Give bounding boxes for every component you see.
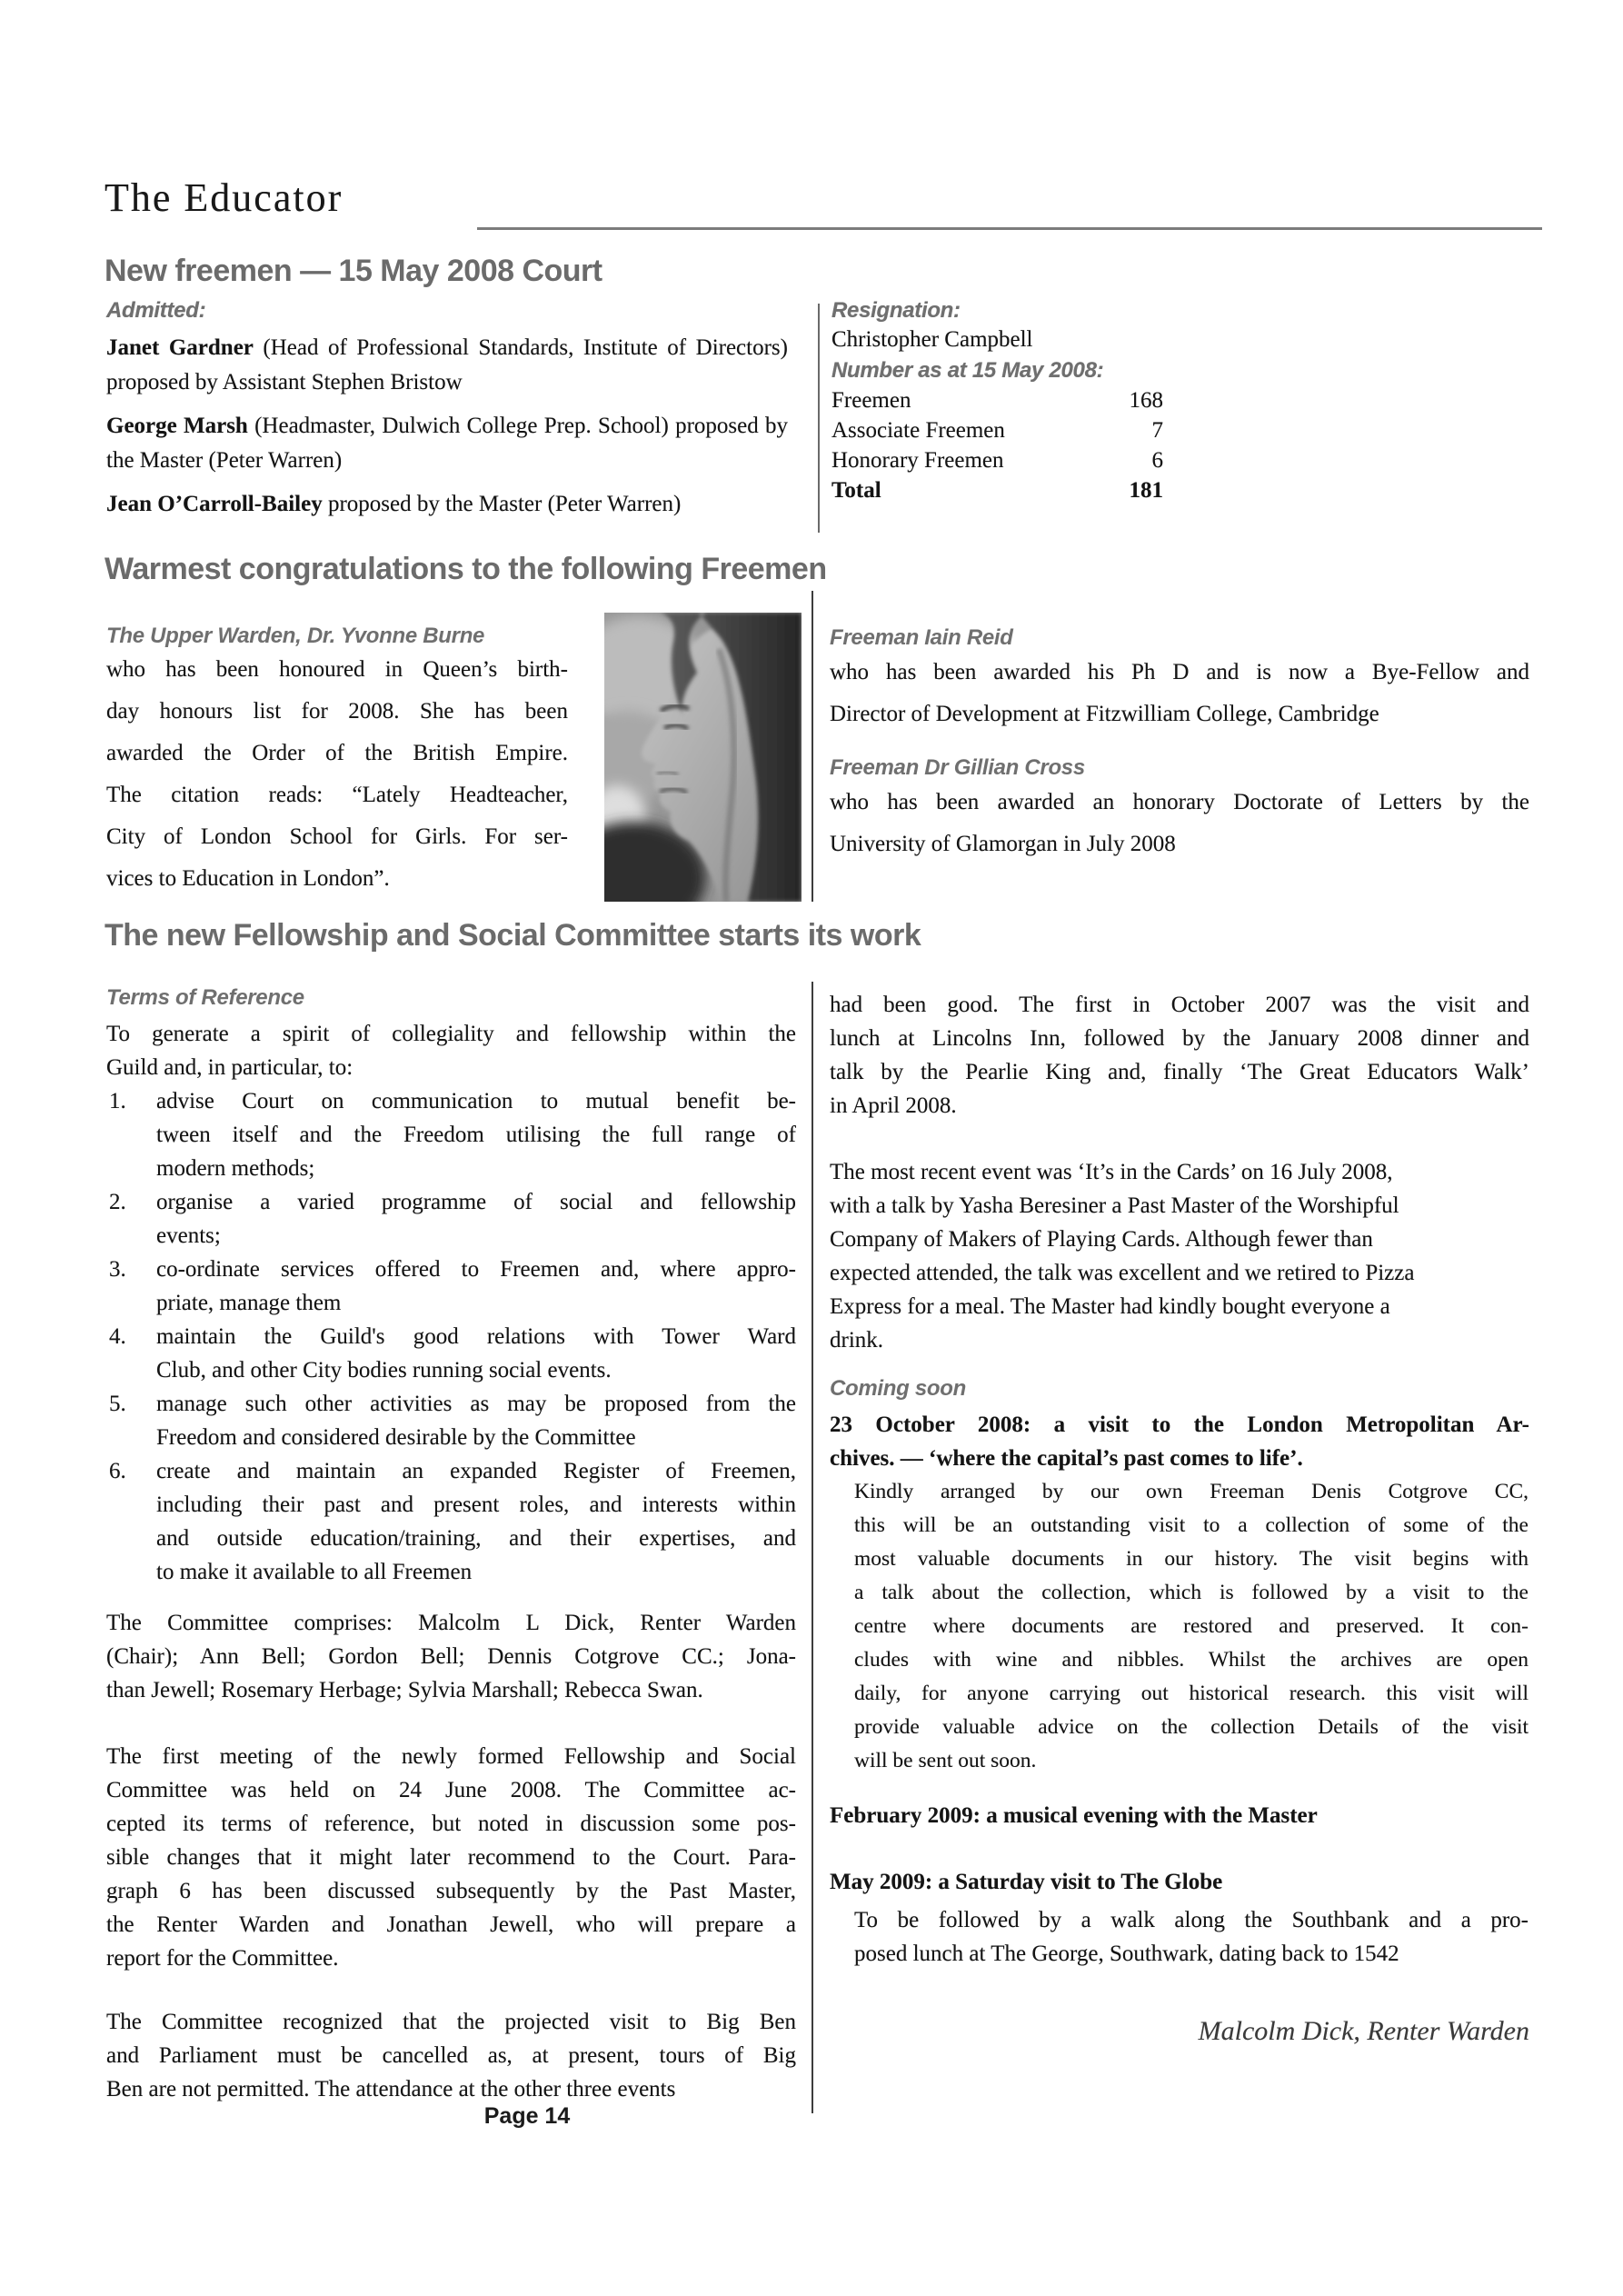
archives-visit-paragraph: Kindly arranged by our own Freeman Denis Cotgrove CC, this will be an outstanding visit to a collection of some of the most valuable documents in our history. The visit begins with a talk about the collection, which is followed by a visit to the centre where documents are restored and preserved. It con- cludes with wine and nibbles. Whilst the archives are open daily, for anyone carrying out historical research. this visit will provide valuable advice on the collection Details of the visit will be sent out soon.	[854, 1480, 1528, 1772]
october-event-heading: 23 October 2008: a visit to the London Metropolitan Ar- chives. — ‘where the capital’s past comes to life’.	[830, 1413, 1529, 1471]
upper-warden-paragraph: who has been honoured in Queen’s birth- day honours list for 2008. She has been awarded the Order of the British Empire. The citation reads: “Lately Headteacher, City of London School for Girls. For ser- vices to Education in London”.	[106, 657, 568, 891]
masthead-rule	[477, 227, 1542, 230]
terms-of-reference-label: Terms of Reference	[106, 985, 304, 1010]
committee-members-paragraph: The Committee comprises: Malcolm L Dick, Renter Warden (Chair); Ann Bell; Gordon Bell; Dennis Cotgrove CC.; Jona- than Jewell; Rosemary Herbage; Sylvia Marshall; Rebecca Swan.	[106, 1611, 796, 1702]
gillian-cross-label: Freeman Dr Gillian Cross	[830, 755, 1085, 780]
section-heading-fellowship: The new Fellowship and Social Committee starts its work	[105, 918, 921, 953]
february-event-line: February 2009: a musical evening with the Master	[830, 1803, 1318, 1828]
terms-numbered-list: 1. advise Court on communication to mutual benefit be- tween itself and the Freedom utilising the full range of modern methods; 2. organise a varied programme of social and fellowship events; 3. co-ordinate services offered to Freemen and, where appro- priate, manage them 4. maintain the Guild's good relations with Tower Ward Club, and other City bodies running social events. 5. manage such other activities as may be proposed from the Freedom and considered desirable by the Committee 6. create and maintain an expanded Register of Freemen, including their past and present roles, and interests within and outside education/training, and their expertises, and to make it available to all Freemen	[109, 1089, 796, 1584]
big-ben-paragraph: The Committee recognized that the projected visit to Big Ben and Parliament must be cancelled as, at present, tours of Big Ben are not permitted. The attendance at the other three events	[106, 2010, 796, 2101]
resignation-label: Resignation:	[831, 298, 961, 323]
section-heading-congratulations: Warmest congratulations to the following Freemen	[105, 552, 827, 586]
page-number: Page 14	[483, 2103, 571, 2129]
upper-warden-label: The Upper Warden, Dr. Yvonne Burne	[106, 624, 485, 648]
column-divider-fellowship	[812, 982, 813, 2113]
column-divider-top	[818, 304, 820, 533]
column-divider-congrats	[812, 591, 813, 902]
first-meeting-paragraph: The first meeting of the newly formed Fellowship and Social Committee was held on 24 June 2008. The Committee ac- cepted its terms of reference, but noted in discussion some pos- sible changes that it might later recommend to the Court. Para- graph 6 has been discussed subsequently by the Past Master, the Renter Warden and Jonathan Jewell, who will prepare a report for the Committee.	[106, 1744, 796, 1971]
gillian-cross-paragraph: who has been awarded an honorary Doctorate of Letters by the University of Glamorgan in July 2008	[830, 790, 1529, 856]
globe-visit-paragraph: To be followed by a walk along the Southbank and a pro- posed lunch at The George, Southwark, dating back to 1542	[854, 1908, 1528, 1966]
section-heading-new-freemen: New freemen — 15 May 2008 Court	[105, 254, 602, 288]
iain-reid-paragraph: who has been awarded his Ph D and is now a Bye-Fellow and Director of Development at Fitzwilliam College, Cambridge	[830, 660, 1529, 726]
iain-reid-label: Freeman Iain Reid	[830, 625, 1013, 650]
coming-soon-label: Coming soon	[830, 1376, 967, 1401]
portrait-photo	[604, 613, 802, 902]
masthead-title: The Educator	[105, 175, 344, 220]
numbers-label: Number as at 15 May 2008:	[831, 357, 1104, 383]
admitted-entries: Janet Gardner (Head of Professional Standards, Institute of Directors) proposed by Assistant Stephen Bristow George Marsh (Headmaster, Dulwich College Prep. School) proposed by the Master (Peter Warren) Jean O’Carroll-Bailey proposed by the Master (Peter Warren)	[106, 334, 788, 516]
cards-event-paragraph: The most recent event was ‘It’s in the Cards’ on 16 July 2008, with a talk by Yasha Beresiner a Past Master of the Worshipful Company of Makers of Playing Cards. Although fewer than expected attended, the talk was excellent and we retired to Pizza Express for a meal. The Master had kindly bought everyone a drink.	[830, 1160, 1415, 1353]
admitted-column	[106, 298, 796, 522]
may-event-line: May 2009: a Saturday visit to The Globe	[830, 1870, 1223, 1894]
membership-stats-table: Freemen 168 Associate Freemen 7 Honorary Freemen 6 Total 181	[831, 388, 1163, 504]
resignation-column	[831, 298, 1163, 505]
resignation-name: Christopher Campbell	[831, 326, 1033, 352]
past-events-paragraph: had been good. The first in October 2007 was the visit and lunch at Lincolns Inn, followed by the January 2008 dinner and talk by the Pearlie King and, finally ‘The Great Educators Walk’ in April 2008.	[830, 993, 1529, 1118]
admitted-label: Admitted:	[106, 298, 206, 323]
signature: Malcolm Dick, Renter Warden	[1198, 2016, 1529, 2046]
terms-intro-paragraph: To generate a spirit of collegiality and fellowship within the Guild and, in particular, to:	[106, 1022, 796, 1080]
